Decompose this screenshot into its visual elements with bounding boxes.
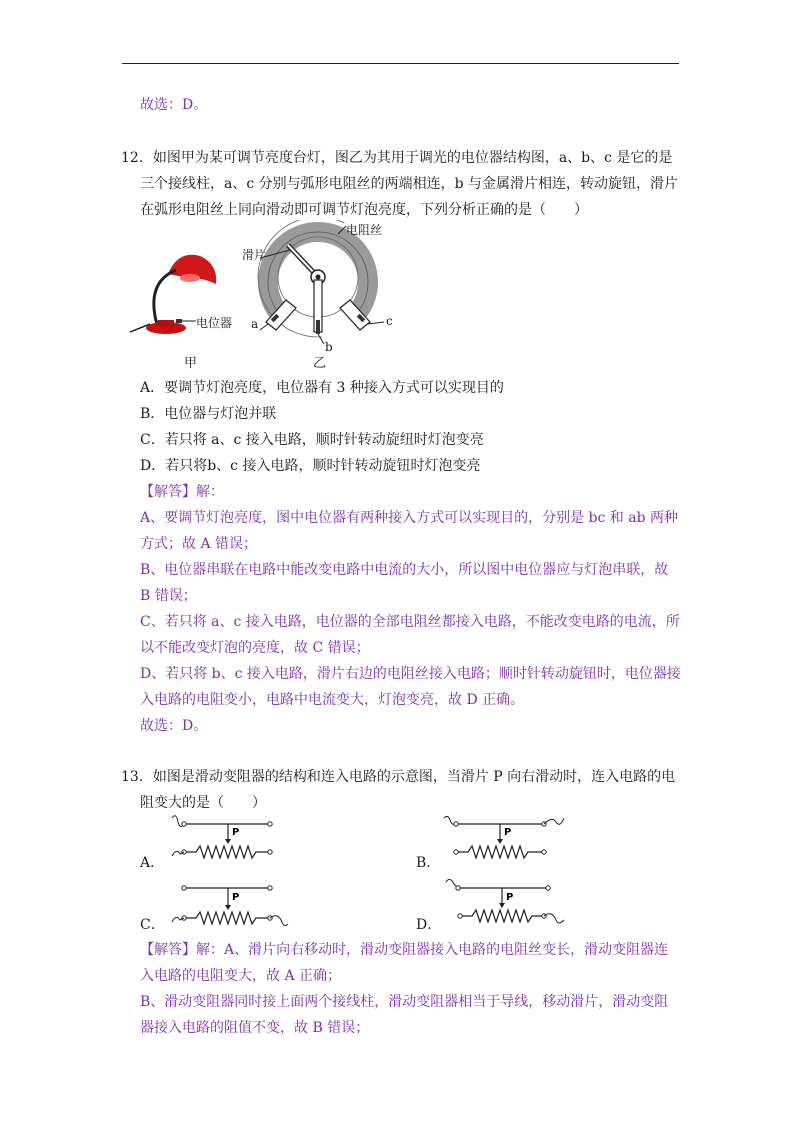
q13-answer-line: 器接入电路的阻值不变，故 B 错误； [140, 1020, 370, 1036]
figure-jia-caption: 甲 [184, 356, 198, 371]
rheostat-diagram-b [440, 812, 570, 868]
resistance-coil [184, 846, 270, 858]
figure-yi-caption: 乙 [313, 356, 327, 371]
lamp-bulb [180, 274, 200, 282]
rheostat-diagram-d [444, 876, 574, 932]
resistance-coil [460, 910, 544, 922]
q12-option-a: A．要调节灯泡亮度，电位器有 3 种接入方式可以实现目的 [140, 380, 504, 396]
q13-answer-line1 [140, 940, 668, 960]
terminal-a-label: a [251, 317, 259, 331]
q13-option-b-label: B． [416, 855, 441, 871]
potentiometer-knob [176, 319, 182, 323]
q12-option-d: D．若只将b、c 接入电路，顺时针转动旋钮时灯泡变亮 [140, 458, 481, 474]
q12-stem-line1: 12．如图甲为某可调节亮度台灯，图乙为其用于调光的电位器结构图，a、b、c 是它的是 [121, 150, 673, 166]
q13-answer-text: 解：A、滑片向右移动时，滑动变阻器接入电路的电阻丝变长，滑动变阻器连 [196, 942, 669, 958]
lamp-potentiometer-label: 电位器 [196, 316, 233, 330]
q13-answer-line: B、滑动变阻器同时接上面两个接线柱，滑动变阻器相当于导线，移动滑片，滑动变阻 [140, 994, 669, 1010]
q13-answer-line: 入电路的电阻变大，故 A 正确； [140, 968, 342, 984]
q12-answer-line: A、要调节灯泡亮度，图中电位器有两种接入方式可以实现目的，分别是 bc 和 ab 两种 [140, 510, 679, 526]
q12-stem-line2: 三个接线柱，a、c 分别与弧形电阻丝的两端相连，b 与金属滑片相连，转动旋钮，滑片 [140, 176, 679, 192]
potentiometer-figure [238, 220, 408, 355]
resistor-wire-label: 电阻丝 [346, 223, 383, 237]
slider-p-label: P [232, 892, 240, 903]
header-rule [122, 63, 679, 64]
q12-answer-line: 以不能改变灯泡的亮度，故 C 错误； [140, 640, 370, 656]
q12-answer-line: C、若只将 a、c 接入电路，电位器的全部电阻丝都接入电路，不能改变电路的电流，所 [140, 614, 680, 630]
lamp-base-top [158, 320, 174, 327]
lamp-neck [154, 270, 176, 326]
q12-answer-line: D、若只将 b、c 接入电路，滑片右边的电阻丝接入电路；顺时针转动旋钮时，电位器接 [140, 666, 681, 682]
q12-answer-line: B 错误； [140, 588, 197, 604]
q13-option-c-label: C． [140, 917, 165, 933]
q12-answer-line: 方式；故 A 错误； [140, 536, 258, 552]
q13-answer-head: 【解答】 [140, 942, 196, 958]
terminal-b-label: b [325, 340, 333, 354]
terminal-c-label: c [386, 314, 393, 328]
q12-option-b: B．电位器与灯泡并联 [140, 406, 277, 422]
q12-stem-line3: 在弧形电阻丝上同向滑动即可调节灯泡亮度，下列分析正确的是（ ） [140, 202, 588, 218]
rheostat-diagram-c [170, 878, 290, 934]
q12-answer-head: 【解答】解： [140, 484, 224, 500]
q13-option-d-label: D． [416, 917, 442, 933]
q12-answer-line: 入电路的电阻变小，电路中电流变大，灯泡变亮，故 D 正确。 [140, 692, 525, 708]
q12-option-c: C．若只将 a、c 接入电路，顺时针转动旋纽时灯泡变亮 [140, 432, 484, 448]
q13-stem-line1: 13．如图是滑动变阻器的结构和连入电路的示意图，当滑片 P 向右滑动时，连入电路的电 [121, 769, 676, 785]
q12-answer-choice: 故选：D。 [140, 718, 208, 734]
rheostat-diagram-a [170, 812, 280, 868]
q13-option-a-label: A． [140, 855, 165, 871]
slider-p-label: P [232, 827, 240, 838]
resistance-coil [184, 912, 270, 924]
slider-p-label: P [506, 892, 514, 903]
slider-label: 滑片 [242, 248, 267, 262]
prev-answer-choice: 故选：D。 [140, 97, 208, 113]
resistance-coil [456, 846, 544, 858]
q12-answer-line: B、电位器串联在电路中能改变电路中电流的大小，所以图中电位器应与灯泡串联，故 [140, 562, 669, 578]
q13-stem-line2: 阻变大的是（ ） [140, 795, 266, 811]
slider-p-label: P [504, 827, 512, 838]
